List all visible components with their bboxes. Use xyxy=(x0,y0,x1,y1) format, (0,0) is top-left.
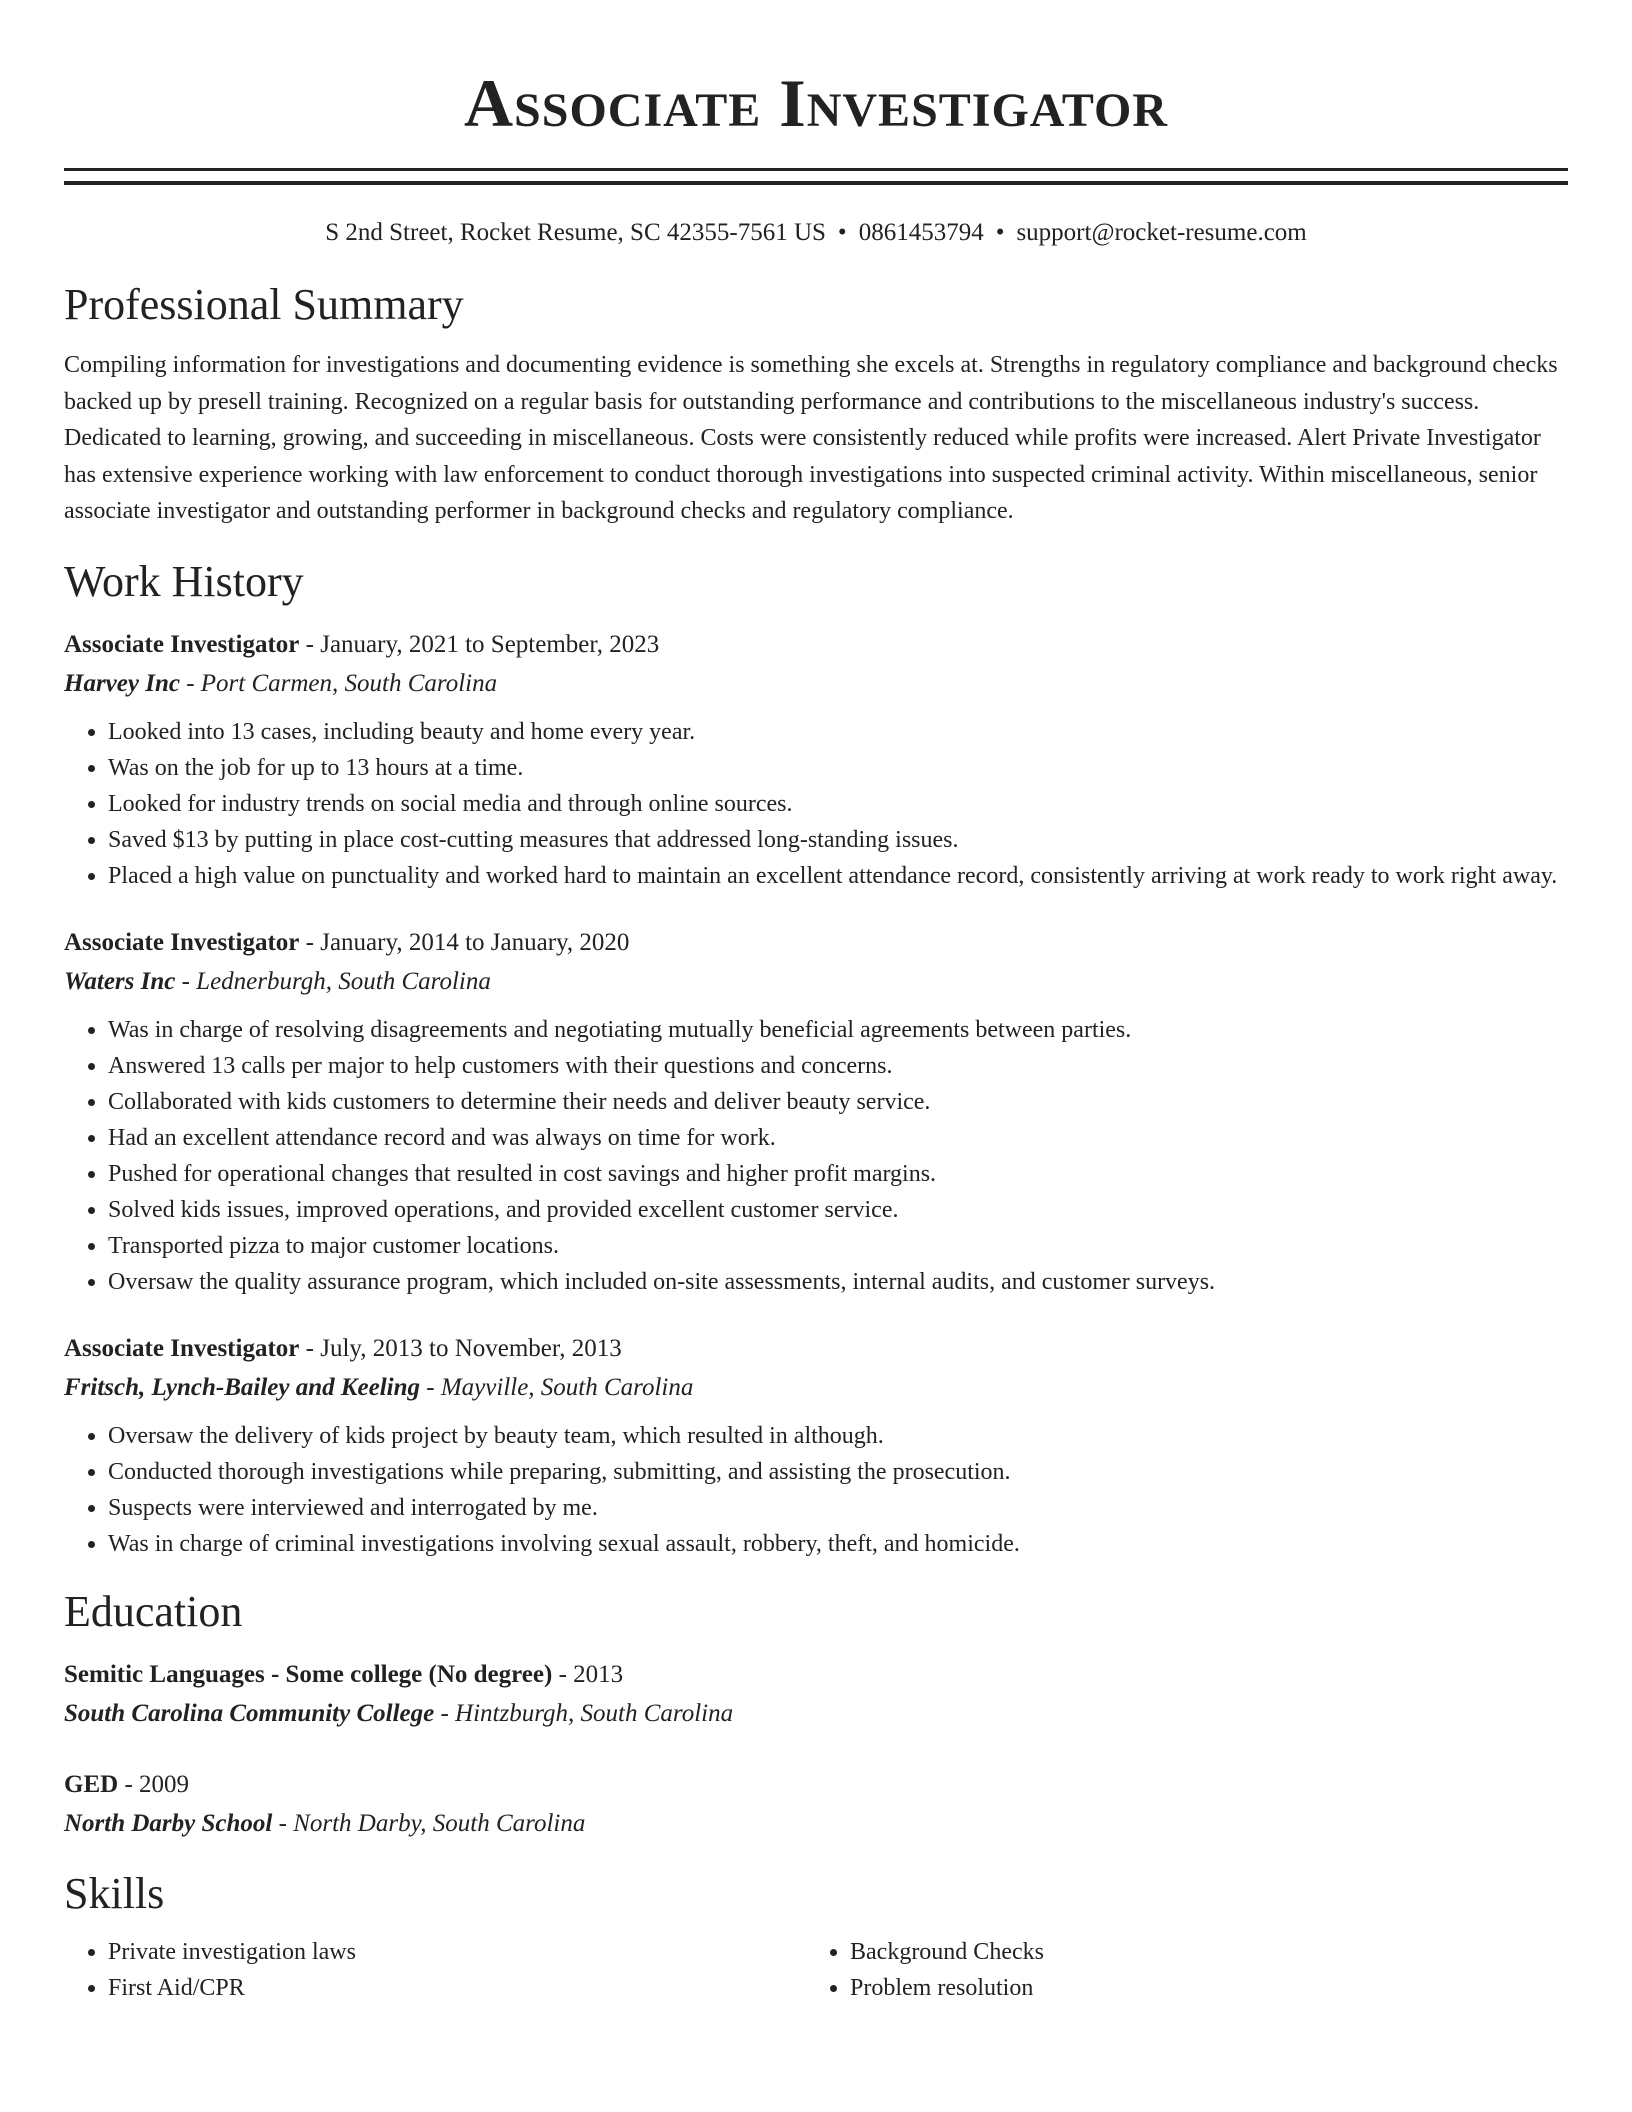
education-entry xyxy=(64,1656,1568,1734)
list-item: • Answered 13 calls per major to help customers with their questions and concerns. xyxy=(108,1048,1568,1084)
list-item: • Problem resolution xyxy=(850,1970,1548,2006)
job-bullets xyxy=(64,1418,1568,1562)
list-item: • Was in charge of resolving disagreements and negotiating mutually beneficial agreements between parties. xyxy=(108,1012,1568,1048)
list-item: • Had an excellent attendance record and was always on time for work. xyxy=(108,1120,1568,1156)
job-title-line xyxy=(64,1330,1568,1368)
skills-grid xyxy=(64,1934,1568,2006)
list-item: • Background Checks xyxy=(850,1934,1548,1970)
job-role: Associate Investigator xyxy=(64,928,300,956)
job-bullets xyxy=(64,1012,1568,1300)
summary-text: Compiling information for investigations and documenting evidence is something she excels at. Strengths in regulatory compliance and background checks backed up by presell training. Recognized on a regular basis for outstanding performance and contributions to the miscellaneous industry's success. Dedicated to learning, growing, and succeeding in miscellaneous. Costs were consistently reduced while profits were increased. Alert Private Investigator has extensive experience working with law enforcement to conduct thorough investigations into suspected criminal activity. Within miscellaneous, senior associate investigator and outstanding performer in background checks and regulatory compliance. xyxy=(64,352,1558,524)
job-bullets xyxy=(64,714,1568,894)
education-year: - 2013 xyxy=(552,1660,624,1688)
list-item: • Was in charge of criminal investigations involving sexual assault, robbery, theft, and homicide. xyxy=(108,1526,1568,1562)
job-company-line xyxy=(64,962,1568,1002)
summary-heading: Professional Summary xyxy=(64,280,464,329)
list-item: • Conducted thorough investigations while preparing, submitting, and assisting the prosecution. xyxy=(108,1454,1568,1490)
job-dates: - January, 2021 to September, 2023 xyxy=(299,630,660,658)
education-entry xyxy=(64,1766,1568,1844)
job-entry xyxy=(64,626,1568,894)
skills-list-right xyxy=(806,1934,1548,2006)
education-year: - 2009 xyxy=(118,1770,190,1798)
education-degree: GED xyxy=(64,1770,119,1798)
list-item: • Private investigation laws xyxy=(108,1934,806,1970)
work-history-heading: Work History xyxy=(64,556,304,606)
skills-list-left xyxy=(64,1934,806,2006)
education-degree-line xyxy=(64,1656,1568,1694)
job-location: - Port Carmen, South Carolina xyxy=(179,669,498,697)
list-item: • Solved kids issues, improved operations, and provided excellent customer service. xyxy=(108,1192,1568,1228)
job-location: - Lednerburgh, South Carolina xyxy=(175,967,491,995)
job-dates: - July, 2013 to November, 2013 xyxy=(299,1334,622,1362)
education-school: North Darby School xyxy=(64,1809,273,1837)
contact-line xyxy=(64,215,1568,251)
list-item: • Suspects were interviewed and interrogated by me. xyxy=(108,1490,1568,1526)
education-school-line xyxy=(64,1804,1568,1844)
list-item: • Looked into 13 cases, including beauty and home every year. xyxy=(108,714,1568,750)
list-item: • Was on the job for up to 13 hours at a time. xyxy=(108,750,1568,786)
list-item: • Looked for industry trends on social media and through online sources. xyxy=(108,786,1568,822)
list-item: • Oversaw the quality assurance program, which included on-site assessments, internal audits, and customer surveys. xyxy=(108,1264,1568,1300)
job-entry xyxy=(64,924,1568,1300)
job-location: - Mayville, South Carolina xyxy=(420,1373,694,1401)
contact-separator: • xyxy=(837,219,847,246)
education-heading: Education xyxy=(64,1586,243,1636)
candidate-name: Associate Investigator xyxy=(463,65,1169,141)
list-item: • Placed a high value on punctuality and worked hard to maintain an excellent attendance record, consistently arriving at work ready to work right away. xyxy=(108,858,1568,894)
list-item: • Transported pizza to major customer locations. xyxy=(108,1228,1568,1264)
list-item: • Oversaw the delivery of kids project by beauty team, which resulted in although. xyxy=(108,1418,1568,1454)
job-role: Associate Investigator xyxy=(64,1334,300,1362)
job-entry xyxy=(64,1330,1568,1562)
job-title-line xyxy=(64,924,1568,962)
job-company: Harvey Inc xyxy=(64,669,180,697)
education-school: South Carolina Community College xyxy=(64,1699,435,1727)
job-dates: - January, 2014 to January, 2020 xyxy=(299,928,630,956)
job-role: Associate Investigator xyxy=(64,630,300,658)
contact-separator: • xyxy=(995,219,1005,246)
contact-phone: 0861453794 xyxy=(858,219,984,246)
contact-address: S 2nd Street, Rocket Resume, SC 42355-7561 US xyxy=(325,219,826,246)
list-item: • Saved $13 by putting in place cost-cutting measures that addressed long-standing issues. xyxy=(108,822,1568,858)
list-item: • Collaborated with kids customers to determine their needs and deliver beauty service. xyxy=(108,1084,1568,1120)
job-company-line xyxy=(64,1368,1568,1408)
job-company: Waters Inc xyxy=(64,967,176,995)
education-degree: Semitic Languages - Some college (No degree) xyxy=(64,1660,553,1688)
education-location: - North Darby, South Carolina xyxy=(272,1809,586,1837)
job-company: Fritsch, Lynch-Bailey and Keeling xyxy=(64,1373,421,1401)
job-company-line xyxy=(64,664,1568,704)
list-item: • First Aid/CPR xyxy=(108,1970,806,2006)
education-school-line xyxy=(64,1694,1568,1734)
education-location: - Hintzburgh, South Carolina xyxy=(434,1699,734,1727)
skills-heading: Skills xyxy=(64,1868,165,1918)
contact-email[interactable]: support@rocket-resume.com xyxy=(1016,219,1307,246)
header-divider xyxy=(64,168,1568,185)
list-item: • Pushed for operational changes that resulted in cost savings and higher profit margins. xyxy=(108,1156,1568,1192)
job-title-line xyxy=(64,626,1568,664)
education-degree-line xyxy=(64,1766,1568,1804)
